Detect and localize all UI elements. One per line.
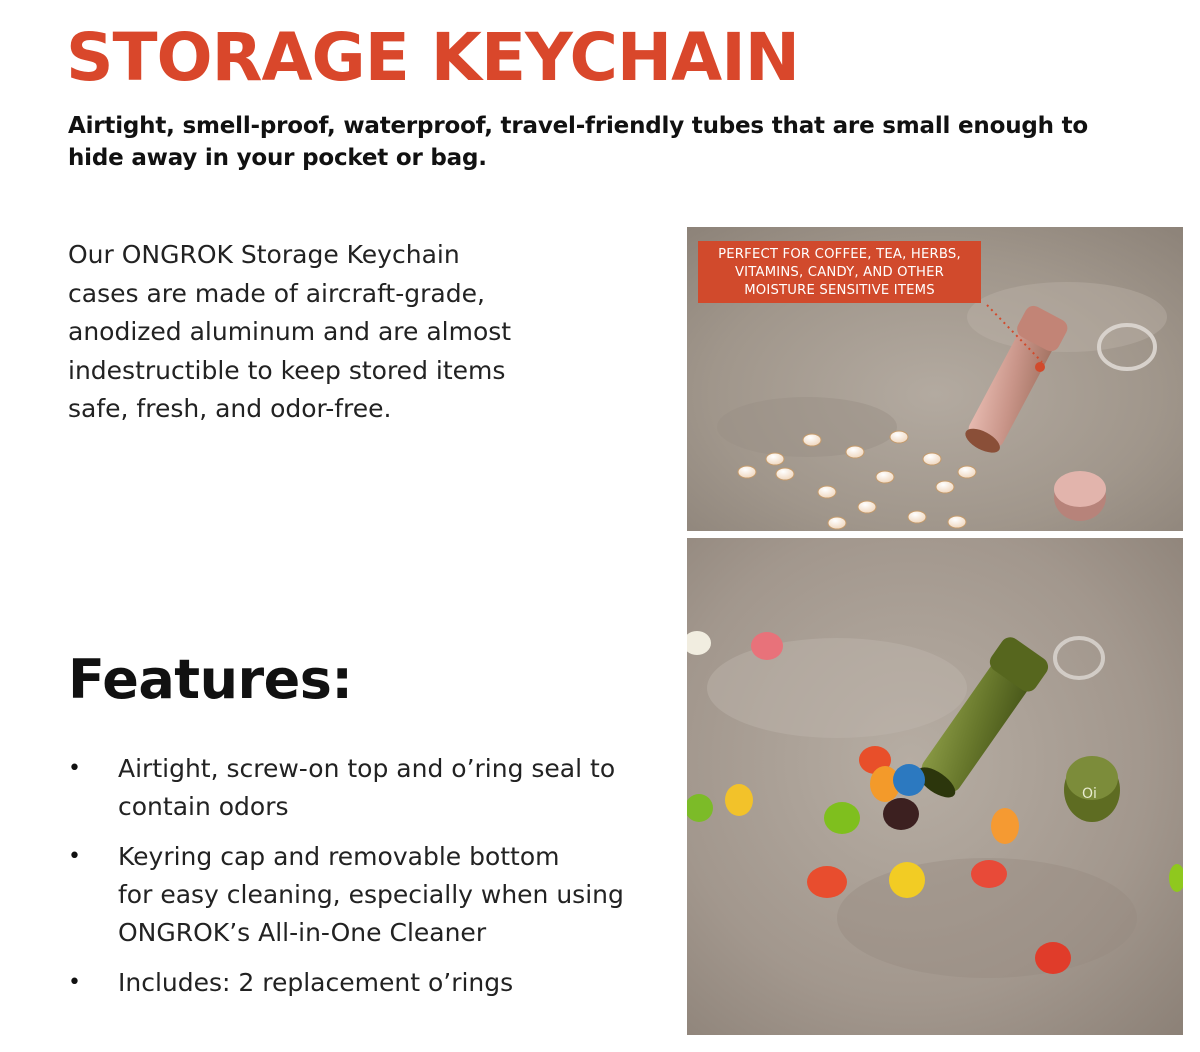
bullet-icon: • — [68, 844, 81, 869]
product-photo-green-keychain — [687, 538, 1183, 1035]
intro-paragraph — [68, 236, 538, 429]
cap-text: Oi — [1082, 786, 1097, 802]
intro-line: Our ONGROK Storage Keychain — [68, 240, 460, 269]
page-subtitle: Airtight, smell-proof, waterproof, travel-friendly tubes that are small enough to hide away in your pocket or bag. — [68, 113, 1089, 171]
bullet-icon: • — [68, 756, 81, 781]
callout-line: PERFECT FOR COFFEE, TEA, HERBS, — [718, 247, 961, 262]
feature-item — [68, 838, 668, 952]
callout-box — [698, 241, 981, 303]
feature-item — [68, 964, 668, 1002]
page-title: STORAGE KEYCHAIN — [66, 19, 800, 96]
intro-line: indestructible to keep stored items — [68, 355, 506, 385]
features-heading: Features: — [68, 648, 353, 711]
feature-item — [68, 750, 668, 826]
intro-line: cases are made of aircraft-grade, — [68, 278, 485, 308]
intro-line: safe, fresh, and odor-free. — [68, 394, 392, 423]
intro-line: anodized aluminum and are almost — [68, 317, 512, 346]
feature-line: Keyring cap and removable bottom — [118, 842, 560, 871]
bullet-icon: • — [68, 970, 81, 995]
green-keychain-illustration — [687, 538, 1183, 1035]
callout-line: VITAMINS, CANDY, AND OTHER — [734, 265, 945, 280]
feature-line: contain odors — [118, 792, 289, 821]
feature-line: Includes: 2 replacement o’rings — [118, 968, 514, 997]
features-list — [68, 750, 668, 1014]
feature-line: Airtight, screw-on top and o’ring seal to — [118, 754, 616, 783]
callout-line: MOISTURE SENSITIVE ITEMS — [744, 283, 935, 298]
feature-line: ONGROK’s All-in-One Cleaner — [118, 918, 487, 947]
feature-line: for easy cleaning, especially when using — [118, 880, 624, 909]
